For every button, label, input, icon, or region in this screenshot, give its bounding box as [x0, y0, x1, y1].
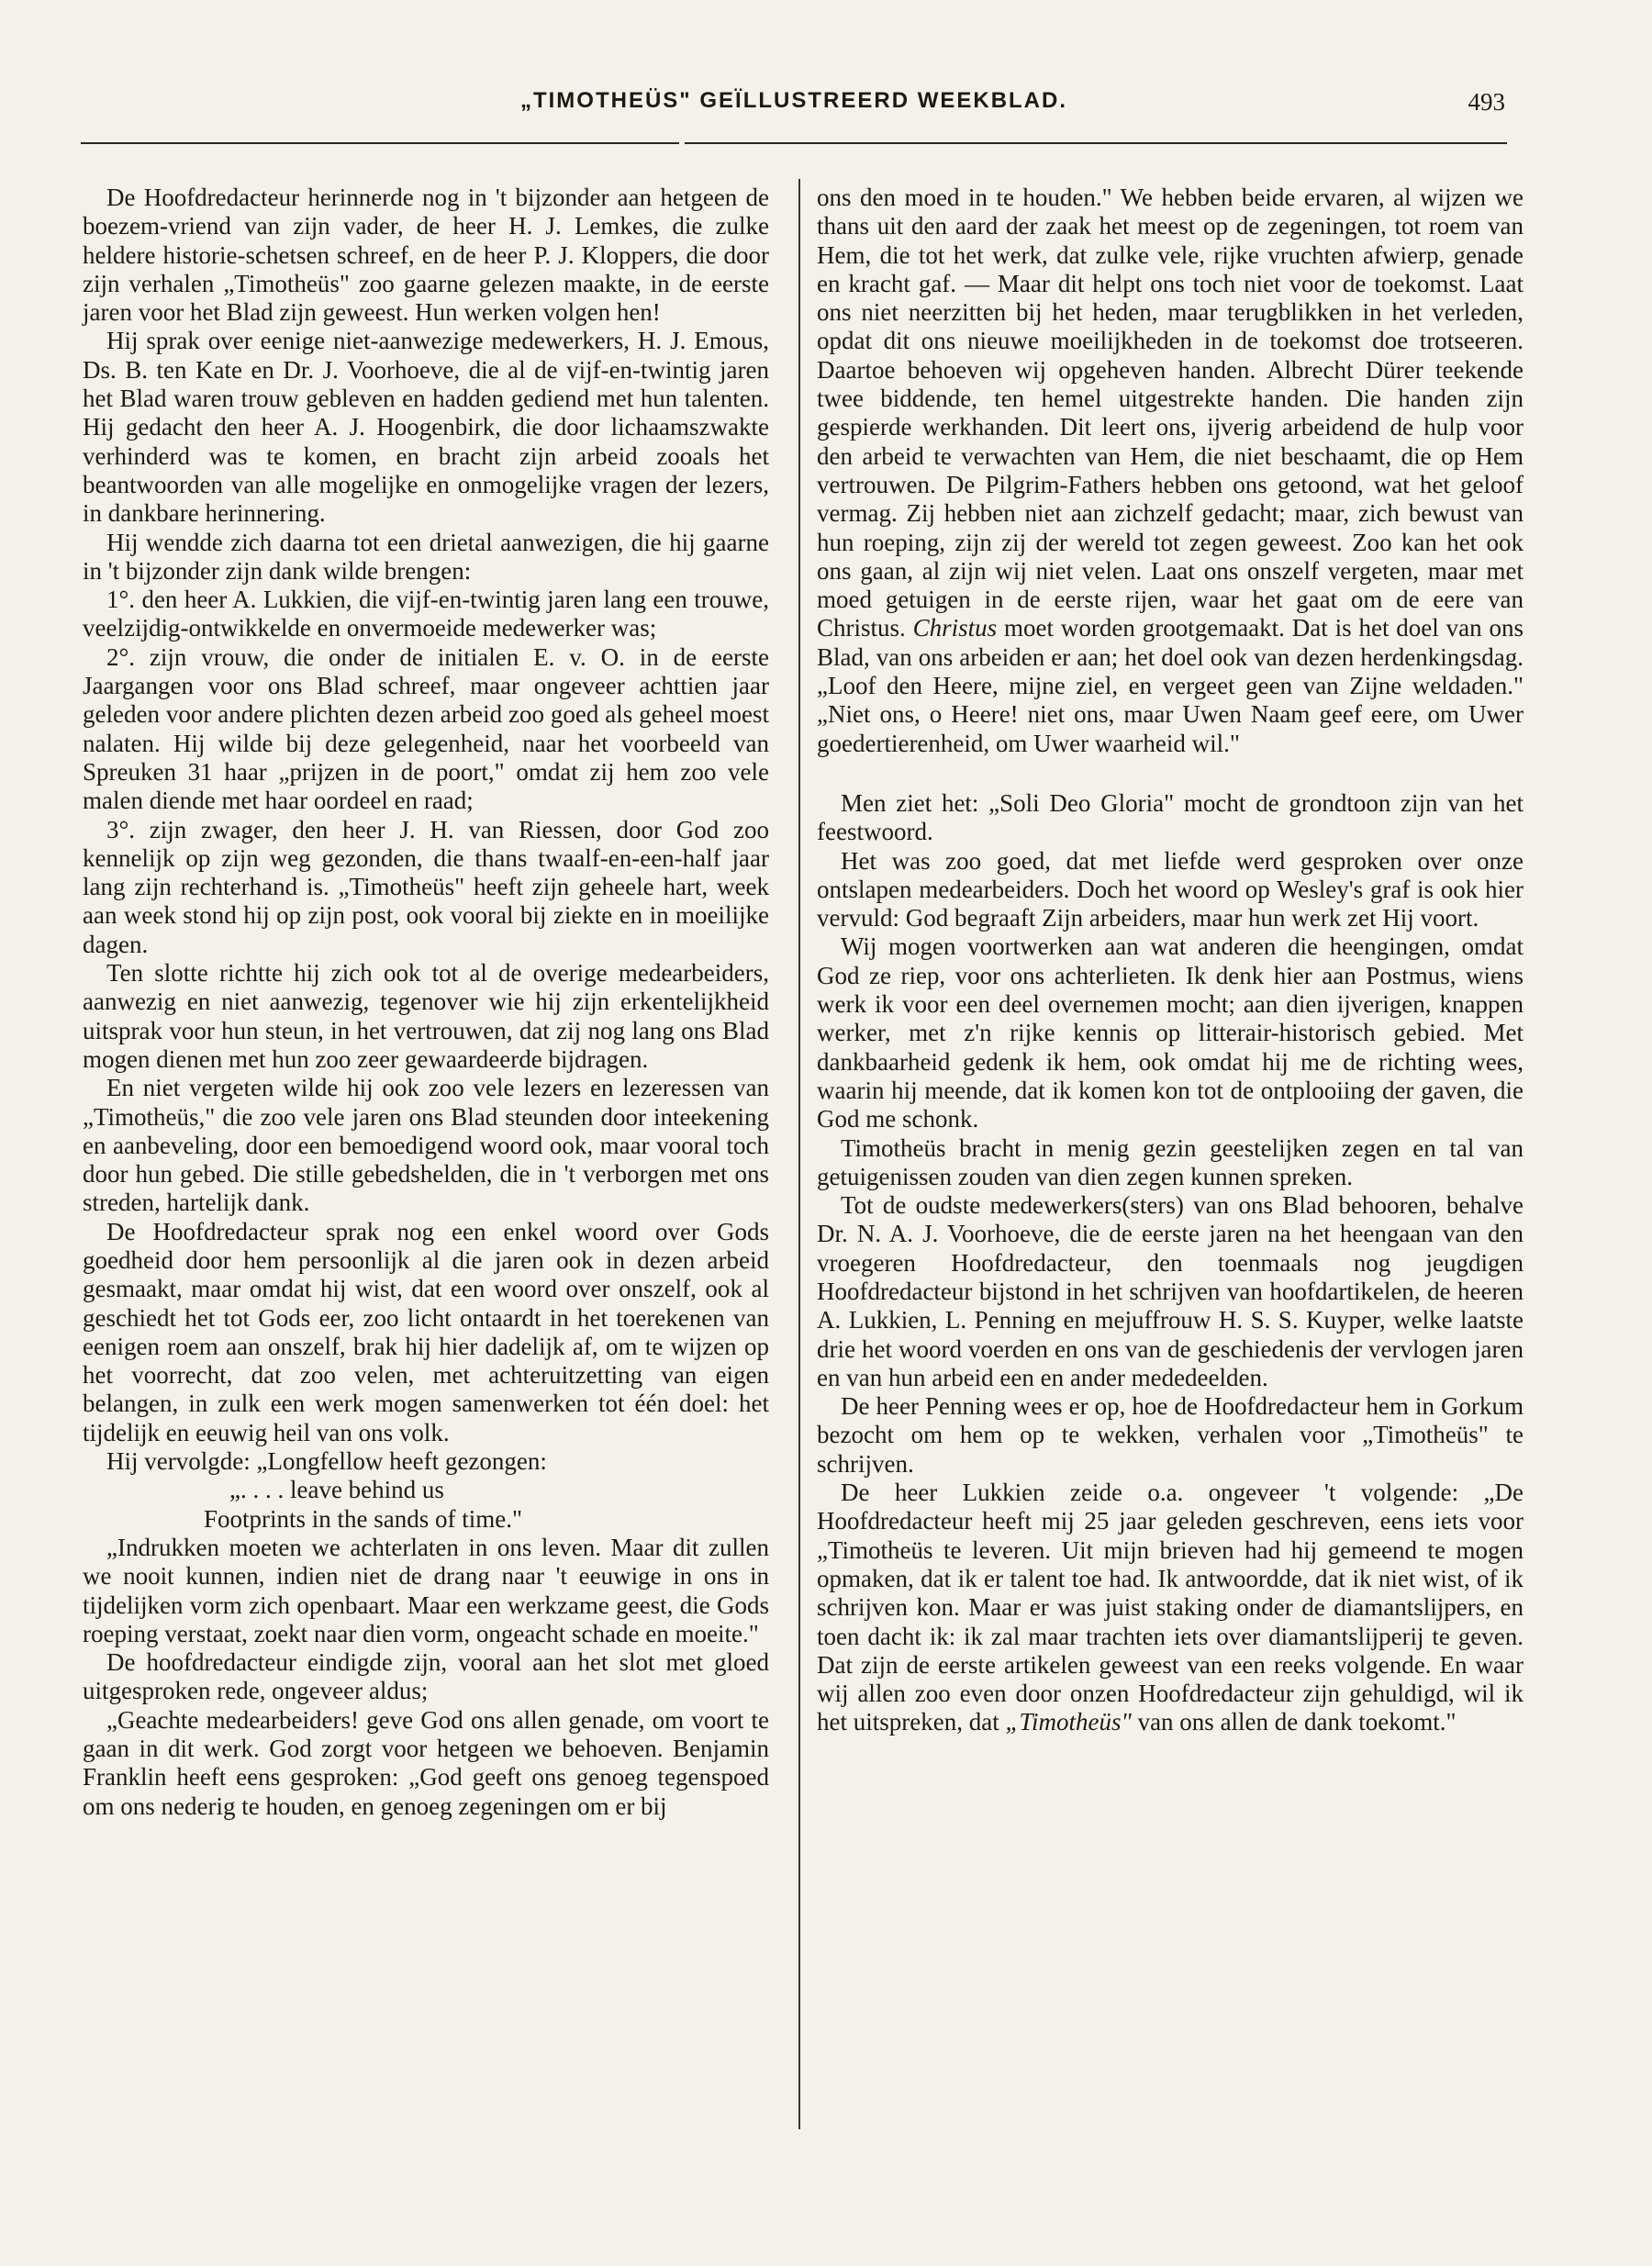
paragraph: Wij mogen voortwerken aan wat anderen die heengingen, omdat God ze riep, voor ons achterlieten. Ik denk hier aan Postmus, wiens werk ik voor een deel overnemen mocht; aan dien ijverigen, knappen werker, met z'n rijke kennis op litterair-historisch gebied. Met dankbaarheid gedenk ik hem, ook omdat hij me de richting wees, waarin hij meende, dat ik komen kon tot de ontplooiing der gaven, die God me schonk. [817, 932, 1524, 1133]
continued-paragraph [817, 184, 1524, 758]
page-header [83, 88, 1505, 125]
continued-text: ons den moed in te houden." We hebben beide ervaren, al wijzen we thans uit den aard der zaak het meest op de zegeningen, tot roem van Hem, die tot het werk, dat zulke vele, rijke vruchten afwierp, genade en kracht gaf. — Maar dit helpt ons toch niet voor de toekomst. Laat ons niet neerzitten bij het heden, maar terugblikken in het verleden, opdat dit ons nieuwe moeilijkheden in de toekomst doe trotseeren. Daartoe behoeven wij opgeheven handen. Albrecht Dürer teekende twee biddende, ten hemel uitgestrekte handen. Die handen zijn gespierde werkhanden. Dit leert ons, ijverig arbeidend de hulp voor den arbeid te verwachten van Hem, die niet beschaamt, die op Hem vertrouwen. De Pilgrim-Fathers hebben ons getoond, wat het geloof vermag. Zij hebben niet aan zichzelf gedacht; maar, zich bewust van hun roeping, zijn zij der wereld tot zegen geweest. Zoo kan het ook ons gaan, al zijn wij niet velen. Laat ons onszelf vergeten, maar met moed getuigen in de eerste rijen, waar het gaat om de eere van Christus. [817, 184, 1524, 642]
paragraph: Hij sprak over eenige niet-aanwezige medewerkers, H. J. Emous, Ds. B. ten Kate en Dr. J. Voorhoeve, die al de vijf-en-twintig jaren het Blad waren trouw gebleven en hadden gediend met hun talenten. Hij gedacht den heer A. J. Hoogenbirk, die door lichaamszwakte verhinderd was te komen, en bracht zijn arbeid zooals het beantwoorden van alle mogelijke en onmogelijke vragen der lezers, in dankbare herinnering. [83, 327, 769, 528]
paragraph: Hij wendde zich daarna tot een drietal aanwezigen, die hij gaarne in 't bijzonder zijn dank wilde brengen: [83, 528, 769, 585]
paragraph: Timotheüs bracht in menig gezin geestelijken zegen en tal van getuigenissen zouden van dien zegen kunnen spreken. [817, 1133, 1524, 1190]
header-rule-left [81, 142, 679, 144]
final-paragraph-end: van ons allen de dank toekomt." [1137, 1708, 1457, 1736]
right-column [817, 184, 1524, 1737]
paragraph: Men ziet het: „Soli Deo Gloria" mocht de grondtoon zijn van het feestwoord. [817, 788, 1524, 846]
paragraph: De hoofdredacteur eindigde zijn, vooral aan het slot met gloed uitgesproken rede, ongeveer aldus; [83, 1648, 769, 1705]
quoted-verse-line: Footprints in the sands of time." [204, 1504, 523, 1533]
paragraph: De Hoofdredacteur herinnerde nog in 't bijzonder aan hetgeen de boezem-vriend van zijn vader, de heer H. J. Lemkes, die zulke heldere historie-schetsen schreef, en de heer P. J. Kloppers, die door zijn verhalen „Timotheüs" zoo gaarne gelezen maakte, in de eerste jaren voor het Blad zijn geweest. Hun werken volgen hen! [83, 184, 769, 327]
paragraph: En niet vergeten wilde hij ook zoo vele lezers en lezeressen van „Timotheüs," die zoo vele jaren ons Blad steunden door inteekening en aanbeveling, door een bemoedigend woord ook, maar vooral toch door hun gebed. Die stille gebedshelden, die in 't verborgen met ons streden, hartelijk dank. [83, 1074, 769, 1217]
paragraph: Het was zoo goed, dat met liefde werd gesproken over onze ontslapen medearbeiders. Doch het woord op Wesley's graf is ook hier vervuld: God begraaft Zijn arbeiders, maar hun werk zet Hij voort. [817, 846, 1524, 932]
paragraph: 2°. zijn vrouw, die onder de initialen E. v. O. in de eerste Jaargangen voor ons Blad schreef, maar ongeveer achttien jaar geleden voor andere plichten dezen arbeid zoo goed als geheel moest nalaten. Hij wilde bij deze gelegenheid, naar het voorbeeld van Spreuken 31 haar „prijzen in de poort," omdat zij hem zoo vele malen diende met haar oordeel en raad; [83, 642, 769, 815]
paragraph: De heer Penning wees er op, hoe de Hoofdredacteur hem in Gorkum bezocht om hem op te wekken, verhalen voor „Timotheüs" te schrijven. [817, 1392, 1524, 1478]
paragraph: 3°. zijn zwager, den heer J. H. van Riessen, door God zoo kennelijk op zijn weg gezonden, die thans twaalf-en-een-half jaar lang zijn rechterhand is. „Timotheüs" heeft zijn geheele hart, week aan week stond hij op zijn post, ook vooral bij ziekte en in moeilijke dagen. [83, 815, 769, 958]
page-number: 493 [1468, 88, 1505, 116]
left-column [83, 184, 769, 1821]
final-paragraph-text: De heer Lukkien zeide o.a. ongeveer 't volgende: „De Hoofdredacteur heeft mij 25 jaar geleden geschreven, eens iets voor „Timotheüs te leveren. Uit mijn brieven had hij gemeend te mogen opmaken, dat ik er talent toe had. Ik antwoordde, dat ik niet wist, of ik schrijven kon. Maar er was juist staking onder de diamantslijpers, en toen dacht ik: ik zal maar trachten iets over diamantslijperij te geven. Dat zijn de eerste artikelen geweest van een reeks volgende. En waar wij allen zoo even door onzen Hoofdredacteur zijn gehuldigd, wil ik het uitspreken, dat [817, 1479, 1524, 1736]
paragraph: Ten slotte richtte hij zich ook tot al de overige medearbeiders, aanwezig en niet aanwezig, tegenover wie hij zijn erkentelijkheid uitsprak voor hun steun, in het vertrouwen, dat zij nog lang ons Blad mogen dienen met hun zoo zeer gewaardeerde bijdragen. [83, 959, 769, 1073]
paragraph: Hij vervolgde: „Longfellow heeft gezongen: [106, 1447, 547, 1476]
quoted-verse-line: „. . . . leave behind us [229, 1476, 444, 1504]
column-divider [798, 179, 800, 2129]
continued-text-tail: moet worden grootgemaakt. Dat is het doel van ons Blad, van ons arbeiden er aan; het doel ook van dezen herdenkingsdag. „Loof den Heere, mijne ziel, en vergeet geen van Zijne weldaden." „Niet ons, o Heere! niet ons, maar Uwen Naam geef eere, om Uwer goedertierenheid, om Uwer waarheid wil." [817, 614, 1524, 757]
italic-title: „Timotheüs" [1005, 1708, 1132, 1736]
running-title: „TIMOTHEÜS" GEÏLLUSTREERD WEEKBLAD. [519, 88, 1068, 113]
paragraph: De Hoofdredacteur sprak nog een enkel woord over Gods goedheid door hem persoonlijk al die jaren ook in dezen arbeid gesmaakt, maar omdat hij wist, dat een woord over onszelf, ook al geschiedt het tot Gods eer, zoo licht ontaardt in het toerekenen van eenigen roem aan onszelf, brak hij hier dadelijk af, om te wijzen op het voorrecht, dat zoo velen, met achteruitzetting van eigen belangen, in zulk een werk mogen samenwerken tot één doel: het tijdelijk en eeuwig heil van ons volk. [83, 1217, 769, 1446]
paragraph: „Indrukken moeten we achterlaten in ons leven. Maar dit zullen we nooit kunnen, indien niet de drang naar 't eeuwige in ons in tijdelijken vorm zich openbaart. Maar een werkzame geest, die Gods roeping verstaat, zoekt naar dien vorm, ongeacht schade en moeite." [83, 1533, 769, 1647]
header-rule-right [685, 142, 1507, 144]
paragraph: „Geachte medearbeiders! geve God ons allen genade, om voort te gaan in dit werk. God zorgt voor hetgeen we behoeven. Benjamin Franklin heeft eens gesproken: „God geeft ons genoeg tegenspoed om ons nederig te houden, en genoeg zegeningen om er bij [83, 1705, 769, 1820]
final-paragraph [817, 1479, 1524, 1737]
paragraph: Tot de oudste medewerkers(sters) van ons Blad behooren, behalve Dr. N. A. J. Voorhoeve, die de eerste jaren na het heengaan van den vroegeren Hoofdredacteur, den toenmaals nog jeugdigen Hoofdredacteur bijstond in het schrijven van hoofdartikelen, de heeren A. Lukkien, L. Penning en mejuffrouw H. S. S. Kuyper, welke laatste drie het woord voerden en ons van de geschiedenis der vervlogen jaren en van hun arbeid een en ander mededeelden. [817, 1191, 1524, 1391]
paragraph: 1°. den heer A. Lukkien, die vijf-en-twintig jaren lang een trouwe, veelzijdig-ontwikkelde en onvermoeide medewerker was; [83, 586, 769, 642]
italic-word: Christus [912, 614, 998, 642]
